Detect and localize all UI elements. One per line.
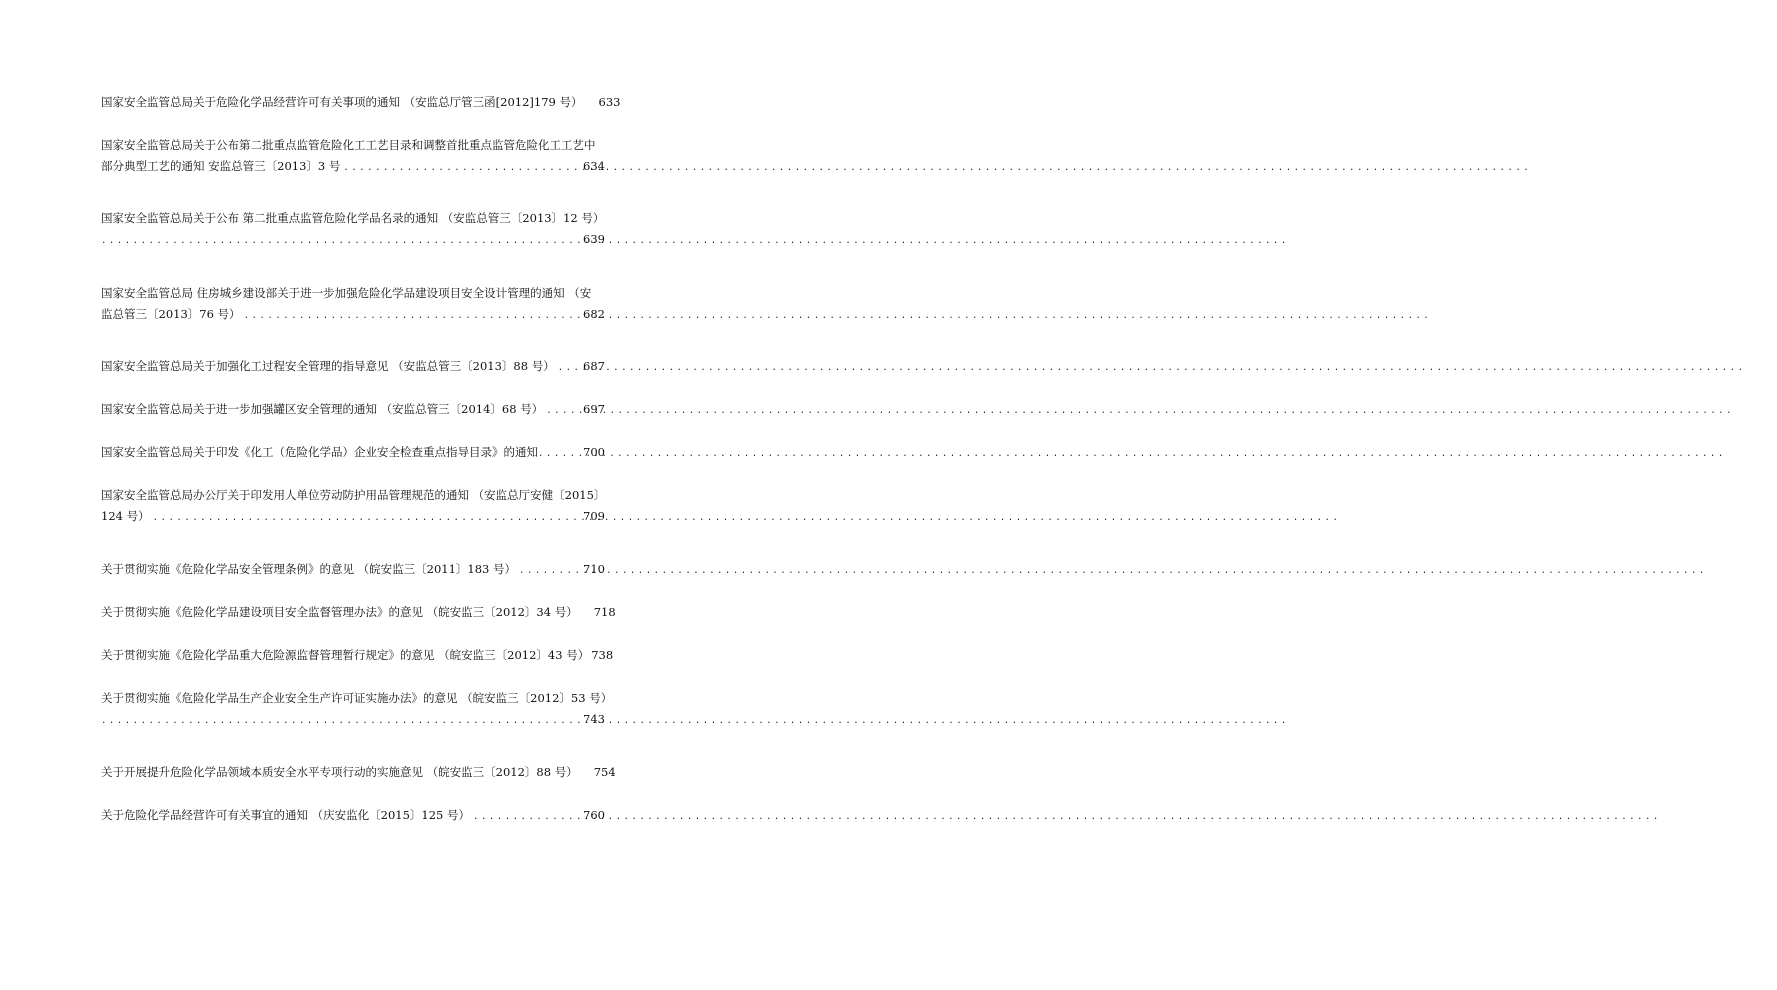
toc-entry-title: 国家安全监管总局关于公布 第二批重点监管危险化学品名录的通知 （安监总管三〔2013〕12 号） [101,211,605,225]
toc-entry[interactable] [101,442,605,465]
toc-leader [558,358,578,379]
toc-entry[interactable] [101,762,616,785]
toc-entry[interactable] [101,485,605,529]
toc-entry-title: 关于开展提升危险化学品领域本质安全水平专项行动的实施意见 （皖安监三〔2012〕88 号） [101,765,578,779]
toc-page-number: 760 [583,808,605,822]
toc-page [0,0,700,990]
toc-page-number: 700 [583,445,605,459]
toc-leader [101,231,578,252]
toc-leader [153,508,578,529]
toc-entry[interactable] [101,688,613,732]
toc-entry-title-cont: 部分典型工艺的通知 安监总管三〔2013〕3 号 [101,159,341,173]
toc-page-number: 682 [583,307,605,321]
toc-entry[interactable] [101,602,616,625]
toc-leader [519,561,578,582]
toc-entry[interactable] [101,399,605,422]
toc-entry-title-cont: 监总管三〔2013〕76 号） [101,307,241,321]
toc-entry-title: 国家安全监管总局 住房城乡建设部关于进一步加强危险化学品建设项目安全设计管理的通知 （安 [101,286,592,300]
toc-entry-title: 国家安全监管总局关于加强化工过程安全管理的指导意见 （安监总管三〔2013〕88 号） [101,359,555,373]
toc-leader [546,401,578,422]
toc-entry[interactable] [101,283,605,327]
toc-entry[interactable] [101,208,605,252]
toc-entry-title: 国家安全监管总局关于印发《化工（危险化学品）企业安全检查重点指导目录》的通知 [101,445,538,459]
toc-page-number: 710 [583,562,605,576]
toc-entry[interactable] [101,805,605,828]
toc-page-number: 633 [598,95,621,109]
toc-page-number: 697 [583,402,605,416]
toc-entry[interactable] [101,645,614,668]
toc-leader [538,444,578,465]
toc-page-number: 754 [593,765,616,779]
toc-page-number: 639 [583,232,605,246]
toc-entry[interactable] [101,92,621,115]
toc-entry-title: 国家安全监管总局关于公布第二批重点监管危险化工工艺目录和调整首批重点监管危险化工工艺中 [101,138,596,152]
toc-page-number: 634 [583,159,605,173]
toc-entry[interactable] [101,135,605,179]
toc-entry-title: 国家安全监管总局关于危险化学品经营许可有关事项的通知 （安监总厅管三函[2012]179 号） [101,95,583,109]
toc-leader [244,306,578,327]
toc-entry-title: 国家安全监管总局关于进一步加强罐区安全管理的通知 （安监总管三〔2014〕68 号） [101,402,544,416]
toc-entry-title: 关于贯彻实施《危险化学品建设项目安全监督管理办法》的意见 （皖安监三〔2012〕34 号） [101,605,578,619]
toc-leader [101,711,578,732]
toc-page-number: 718 [593,605,616,619]
toc-entry-title: 关于贯彻实施《危险化学品安全管理条例》的意见 （皖安监三〔2011〕183 号） [101,562,517,576]
toc-leader [473,807,578,828]
toc-entry[interactable] [101,559,605,582]
toc-entry-title: 关于贯彻实施《危险化学品生产企业安全生产许可证实施办法》的意见 （皖安监三〔2012〕53 号） [101,691,613,705]
toc-entry[interactable] [101,356,605,379]
toc-leader [343,158,578,179]
toc-entry-title: 关于危险化学品经营许可有关事宜的通知 （庆安监化〔2015〕125 号） [101,808,471,822]
toc-entry-title-cont: 124 号） [101,509,150,523]
toc-entry-title: 国家安全监管总局办公厅关于印发用人单位劳动防护用品管理规范的通知 （安监总厅安健〔2015〕 [101,488,606,502]
toc-entry-title: 关于贯彻实施《危险化学品重大危险源监督管理暂行规定》的意见 （皖安监三〔2012〕43 号） [101,648,590,662]
toc-page-number: 738 [591,648,614,662]
toc-page-number: 709 [583,509,605,523]
toc-page-number: 743 [583,712,605,726]
toc-page-number: 687 [583,359,605,373]
